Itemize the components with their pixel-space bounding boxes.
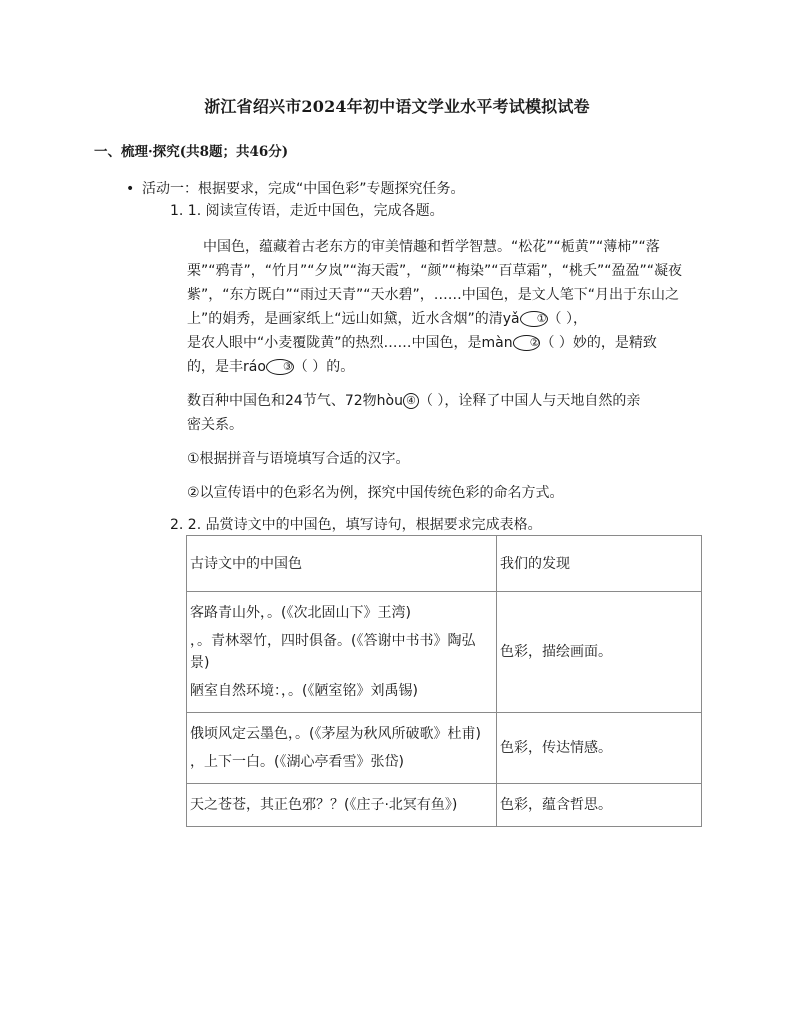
exam-title: 浙江省绍兴市2024年初中语文学业水平考试模拟试卷: [204, 97, 590, 116]
sub-question-2: ②以宣传语中的色彩名为例，探究中国传统色彩的命名方式。: [187, 485, 564, 501]
poem-line[interactable]: 陋室自然环境：，。(《陋室铭》刘禹锡): [190, 683, 418, 699]
table-header-row: [187, 536, 702, 592]
table-cell-poems: [187, 592, 497, 713]
passage-line: 密关系。: [187, 417, 243, 433]
passage-paragraph-2: [187, 389, 699, 437]
table-cell-finding[interactable]: 色彩，传达情感。: [496, 713, 701, 784]
table-cell-poems: [187, 713, 497, 784]
section-heading: 一、梳理·探究(共8题；共46分): [94, 144, 289, 160]
passage-line: 的，是丰ráo: [187, 359, 266, 375]
table-cell-finding[interactable]: 色彩，蕴含哲思。: [496, 784, 701, 827]
passage-line: 中国色，蕴藏着古老东方的审美情趣和哲学智慧。“松花”“栀黄”“薄柿”“: [203, 239, 646, 255]
table-row: [187, 784, 702, 827]
blank-marker-2: ②: [513, 335, 541, 351]
poem-line[interactable]: 客路青山外，。(《次北固山下》王湾): [190, 605, 411, 621]
table-cell-finding[interactable]: 色彩，描绘画面。: [496, 592, 701, 713]
question-2-heading: 2. 2. 品赏诗文中的中国色，填写诗句，根据要求完成表格。: [170, 517, 542, 533]
passage-line: 于东山之上”的娟秀，是画家纸上“远山如黛，近水含烟”的清yǎ: [187, 287, 680, 327]
passage-line: 数百种中国色和24节气、72物hòu: [187, 393, 403, 409]
table-row: [187, 592, 702, 713]
sub-question-1: ①根据拼音与语境填写合适的汉字。: [187, 451, 410, 467]
blank-marker-1: ①: [520, 311, 548, 327]
poem-line[interactable]: ，。青林翠竹，四时俱备。(《答谢中书书》陶弘景): [190, 633, 476, 671]
blank-2-answer[interactable]: （ ）妙的，是精致: [540, 335, 657, 351]
poem-line[interactable]: ，上下一白。(《湖心亭看雪》张岱): [190, 754, 404, 770]
passage-line: 落栗”“鸦青”，“竹月”“夕岚”“海天霞”，“颜”“梅染”“百草霜”，“桃夭”“盈盈”“: [187, 239, 660, 279]
passage-paragraph-1: [187, 235, 699, 379]
table-cell-poems: [187, 784, 497, 827]
poem-line[interactable]: 天之苍苍，其正色邪？？(《庄子·北冥有鱼》): [190, 797, 458, 813]
question-1-passage: [187, 235, 699, 505]
activity-text: 活动一：根据要求，完成“中国色彩”专题探究任务。: [142, 181, 465, 197]
activity-line: [126, 178, 465, 198]
question-1-heading: 1. 1. 阅读宣传语，走近中国色，完成各题。: [170, 203, 444, 219]
passage-line: 凝夜紫”，“东方既白”“雨过天青”“天水碧”，……中国色，是文人笔下“月出: [187, 263, 683, 303]
blank-1-answer[interactable]: （ ），: [547, 311, 587, 327]
table-header-cell: 古诗文中的中国色: [187, 536, 497, 592]
table-row: [187, 713, 702, 784]
table-header-cell: 我们的发现: [496, 536, 701, 592]
blank-3-answer[interactable]: （ ）的。: [293, 359, 355, 375]
bullet-icon: •: [126, 181, 135, 197]
blank-marker-3: ③: [266, 359, 294, 375]
passage-line: 是农人眼中“小麦覆陇黄”的热烈……中国色，是màn: [187, 335, 513, 351]
poem-color-table: [186, 535, 702, 827]
blank-marker-4: ④: [403, 393, 419, 409]
blank-4-answer[interactable]: （ ），诠释了中国人与天地自然的亲: [418, 393, 641, 409]
poem-line[interactable]: 俄顷风定云墨色，。(《茅屋为秋风所破歌》杜甫): [190, 726, 481, 742]
